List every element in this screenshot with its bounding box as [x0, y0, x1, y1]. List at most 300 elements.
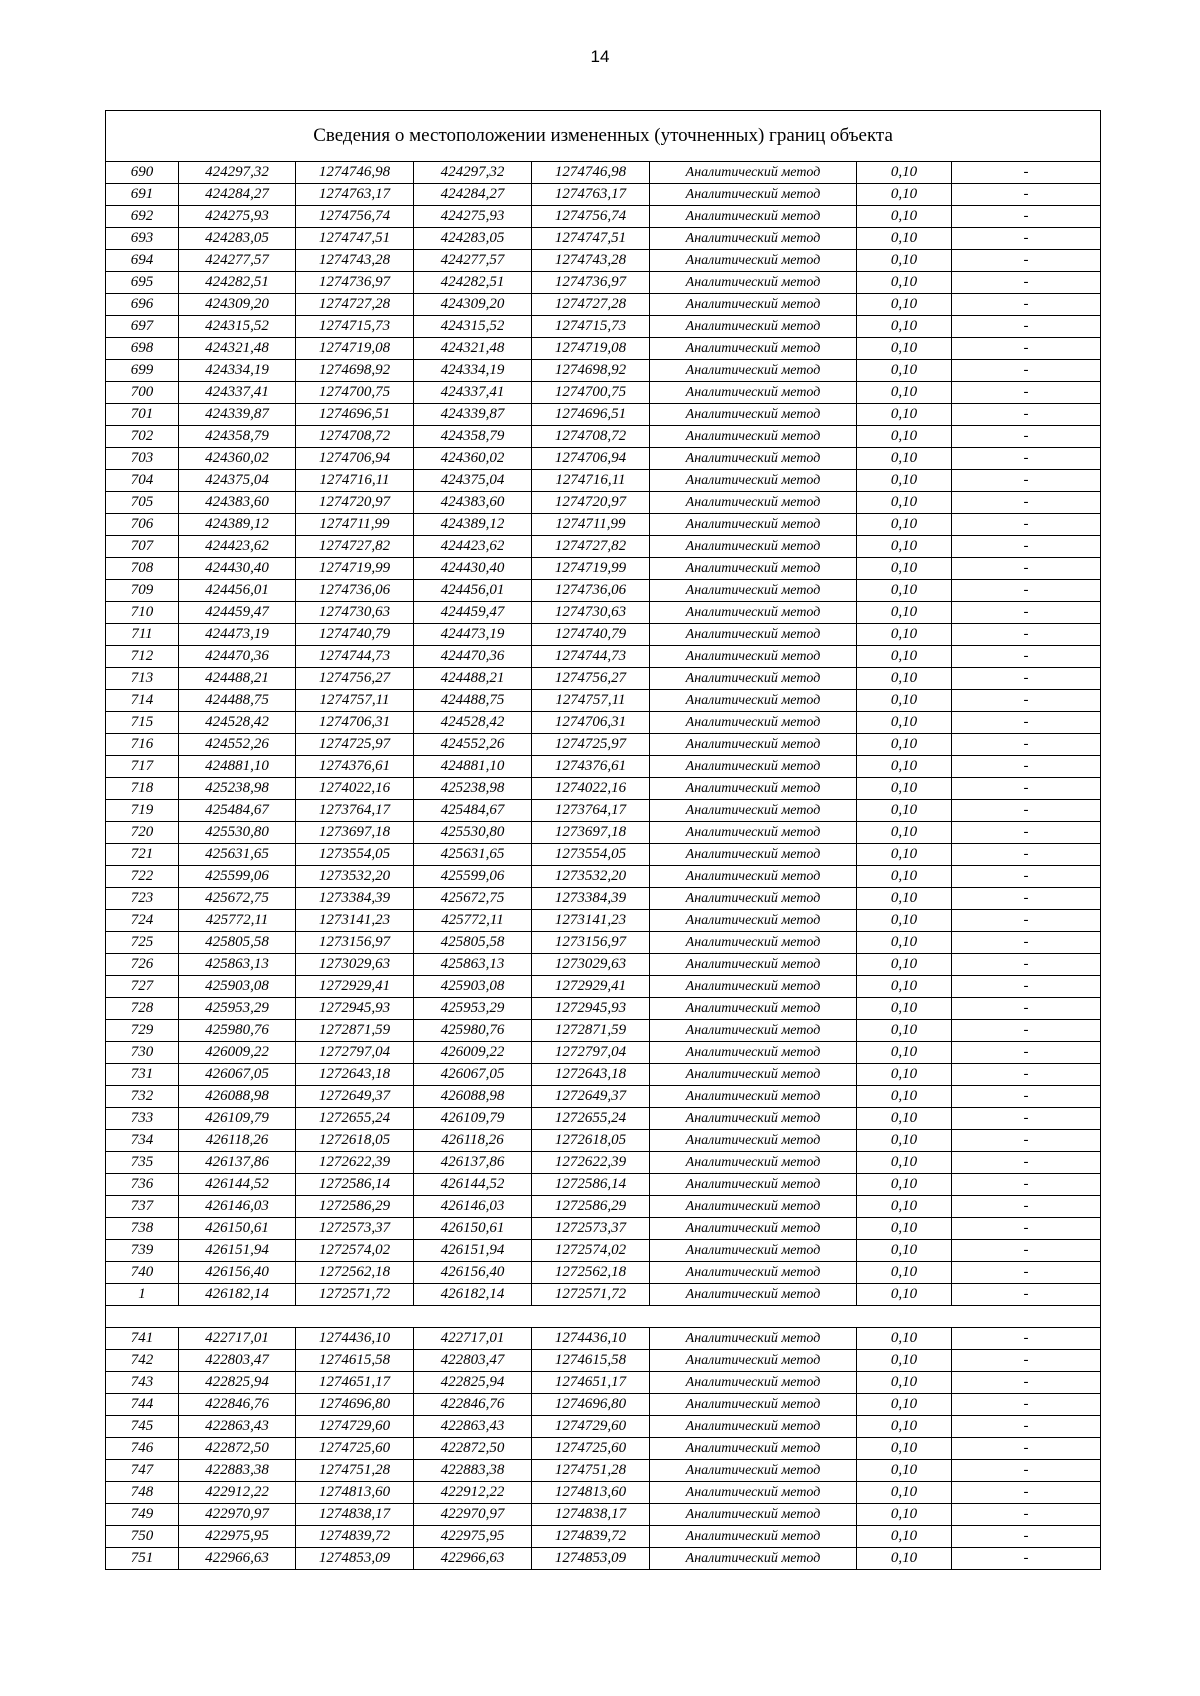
table-row	[106, 888, 1101, 910]
cell-y-old: 1273554,05	[296, 844, 414, 866]
table-row	[106, 932, 1101, 954]
cell-y-old: 1274730,63	[296, 602, 414, 624]
cell-accuracy: 0,10	[857, 360, 952, 382]
cell-accuracy: 0,10	[857, 404, 952, 426]
cell-method: Аналитический метод	[650, 1262, 857, 1284]
cell-x-new: 422803,47	[414, 1350, 532, 1372]
cell-method: Аналитический метод	[650, 800, 857, 822]
cell-method: Аналитический метод	[650, 888, 857, 910]
cell-x-new: 422825,94	[414, 1372, 532, 1394]
cell-y-old: 1274757,11	[296, 690, 414, 712]
cell-x-old: 425953,29	[179, 998, 296, 1020]
cell-point-number: 706	[106, 514, 179, 536]
cell-x-new: 424360,02	[414, 448, 532, 470]
cell-method: Аналитический метод	[650, 206, 857, 228]
cell-point-number: 700	[106, 382, 179, 404]
cell-accuracy: 0,10	[857, 932, 952, 954]
cell-x-old: 424277,57	[179, 250, 296, 272]
cell-point-number: 746	[106, 1438, 179, 1460]
cell-x-new: 426144,52	[414, 1174, 532, 1196]
cell-note: -	[952, 1086, 1101, 1108]
cell-note: -	[952, 1064, 1101, 1086]
cell-accuracy: 0,10	[857, 998, 952, 1020]
table-row	[106, 1262, 1101, 1284]
cell-accuracy: 0,10	[857, 778, 952, 800]
cell-y-old: 1274813,60	[296, 1482, 414, 1504]
cell-y-new: 1274725,60	[532, 1438, 650, 1460]
cell-accuracy: 0,10	[857, 470, 952, 492]
cell-y-old: 1274696,51	[296, 404, 414, 426]
cell-y-new: 1274727,82	[532, 536, 650, 558]
cell-y-old: 1274756,74	[296, 206, 414, 228]
cell-point-number: 736	[106, 1174, 179, 1196]
cell-x-old: 424488,21	[179, 668, 296, 690]
cell-accuracy: 0,10	[857, 1482, 952, 1504]
cell-method: Аналитический метод	[650, 1482, 857, 1504]
table-row	[106, 646, 1101, 668]
table-row	[106, 756, 1101, 778]
cell-y-new: 1274720,97	[532, 492, 650, 514]
cell-accuracy: 0,10	[857, 1152, 952, 1174]
cell-note: -	[952, 932, 1101, 954]
cell-y-old: 1272562,18	[296, 1262, 414, 1284]
cell-y-old: 1274727,82	[296, 536, 414, 558]
cell-y-old: 1274853,09	[296, 1548, 414, 1570]
cell-accuracy: 0,10	[857, 1438, 952, 1460]
cell-x-old: 426109,79	[179, 1108, 296, 1130]
cell-method: Аналитический метод	[650, 1460, 857, 1482]
cell-x-old: 424881,10	[179, 756, 296, 778]
cell-point-number: 750	[106, 1526, 179, 1548]
cell-y-new: 1274651,17	[532, 1372, 650, 1394]
cell-y-new: 1274706,31	[532, 712, 650, 734]
cell-method: Аналитический метод	[650, 712, 857, 734]
cell-accuracy: 0,10	[857, 1218, 952, 1240]
cell-accuracy: 0,10	[857, 1548, 952, 1570]
table-row	[106, 668, 1101, 690]
cell-x-old: 422846,76	[179, 1394, 296, 1416]
cell-x-old: 424321,48	[179, 338, 296, 360]
cell-method: Аналитический метод	[650, 404, 857, 426]
cell-y-new: 1273141,23	[532, 910, 650, 932]
cell-point-number: 698	[106, 338, 179, 360]
cell-method: Аналитический метод	[650, 1086, 857, 1108]
cell-x-old: 426182,14	[179, 1284, 296, 1306]
cell-point-number: 731	[106, 1064, 179, 1086]
cell-y-new: 1274757,11	[532, 690, 650, 712]
cell-y-new: 1274696,51	[532, 404, 650, 426]
cell-accuracy: 0,10	[857, 580, 952, 602]
cell-x-new: 424552,26	[414, 734, 532, 756]
cell-x-old: 424315,52	[179, 316, 296, 338]
cell-note: -	[952, 206, 1101, 228]
cell-method: Аналитический метод	[650, 272, 857, 294]
cell-method: Аналитический метод	[650, 514, 857, 536]
cell-note: -	[952, 294, 1101, 316]
cell-point-number: 741	[106, 1328, 179, 1350]
cell-x-old: 424430,40	[179, 558, 296, 580]
cell-y-new: 1274727,28	[532, 294, 650, 316]
cell-y-new: 1274746,98	[532, 162, 650, 184]
cell-y-new: 1272573,37	[532, 1218, 650, 1240]
cell-y-old: 1274743,28	[296, 250, 414, 272]
cell-y-old: 1274700,75	[296, 382, 414, 404]
table-row	[106, 690, 1101, 712]
cell-x-new: 425631,65	[414, 844, 532, 866]
cell-note: -	[952, 448, 1101, 470]
cell-y-new: 1274756,74	[532, 206, 650, 228]
cell-y-old: 1274740,79	[296, 624, 414, 646]
table-row	[106, 1372, 1101, 1394]
cell-x-new: 424375,04	[414, 470, 532, 492]
cell-accuracy: 0,10	[857, 844, 952, 866]
cell-x-old: 424297,32	[179, 162, 296, 184]
cell-x-old: 424383,60	[179, 492, 296, 514]
cell-y-old: 1272622,39	[296, 1152, 414, 1174]
cell-y-old: 1274436,10	[296, 1328, 414, 1350]
cell-y-new: 1273384,39	[532, 888, 650, 910]
cell-method: Аналитический метод	[650, 734, 857, 756]
cell-point-number: 697	[106, 316, 179, 338]
page-number: 14	[590, 47, 610, 66]
cell-point-number: 727	[106, 976, 179, 998]
cell-method: Аналитический метод	[650, 1504, 857, 1526]
table-row	[106, 1196, 1101, 1218]
cell-method: Аналитический метод	[650, 426, 857, 448]
cell-method: Аналитический метод	[650, 1240, 857, 1262]
cell-method: Аналитический метод	[650, 1218, 857, 1240]
cell-x-new: 422717,01	[414, 1328, 532, 1350]
cell-accuracy: 0,10	[857, 1174, 952, 1196]
cell-x-new: 422966,63	[414, 1548, 532, 1570]
cell-note: -	[952, 1262, 1101, 1284]
cell-y-old: 1272655,24	[296, 1108, 414, 1130]
cell-y-old: 1272618,05	[296, 1130, 414, 1152]
cell-accuracy: 0,10	[857, 1086, 952, 1108]
cell-point-number: 743	[106, 1372, 179, 1394]
cell-note: -	[952, 1284, 1101, 1306]
cell-x-old: 422803,47	[179, 1350, 296, 1372]
cell-y-old: 1273156,97	[296, 932, 414, 954]
cell-note: -	[952, 800, 1101, 822]
cell-y-new: 1274696,80	[532, 1394, 650, 1416]
cell-y-new: 1274743,28	[532, 250, 650, 272]
cell-x-new: 426156,40	[414, 1262, 532, 1284]
table-row	[106, 1394, 1101, 1416]
cell-method: Аналитический метод	[650, 976, 857, 998]
cell-note: -	[952, 1152, 1101, 1174]
cell-y-new: 1272945,93	[532, 998, 650, 1020]
cell-x-old: 426150,61	[179, 1218, 296, 1240]
cell-y-old: 1274725,60	[296, 1438, 414, 1460]
cell-accuracy: 0,10	[857, 228, 952, 250]
cell-point-number: 724	[106, 910, 179, 932]
cell-x-new: 424459,47	[414, 602, 532, 624]
cell-y-old: 1274706,31	[296, 712, 414, 734]
cell-y-old: 1274719,08	[296, 338, 414, 360]
cell-y-new: 1274736,06	[532, 580, 650, 602]
cell-point-number: 694	[106, 250, 179, 272]
cell-x-old: 425238,98	[179, 778, 296, 800]
cell-y-new: 1274022,16	[532, 778, 650, 800]
cell-x-old: 425599,06	[179, 866, 296, 888]
cell-method: Аналитический метод	[650, 360, 857, 382]
cell-y-new: 1274736,97	[532, 272, 650, 294]
cell-y-new: 1274698,92	[532, 360, 650, 382]
cell-y-old: 1274744,73	[296, 646, 414, 668]
cell-note: -	[952, 272, 1101, 294]
cell-x-old: 426156,40	[179, 1262, 296, 1284]
cell-method: Аналитический метод	[650, 1284, 857, 1306]
cell-point-number: 690	[106, 162, 179, 184]
cell-y-old: 1273029,63	[296, 954, 414, 976]
cell-note: -	[952, 602, 1101, 624]
cell-accuracy: 0,10	[857, 756, 952, 778]
cell-note: -	[952, 470, 1101, 492]
cell-accuracy: 0,10	[857, 316, 952, 338]
cell-y-new: 1274719,99	[532, 558, 650, 580]
cell-point-number: 713	[106, 668, 179, 690]
cell-y-new: 1274839,72	[532, 1526, 650, 1548]
cell-method: Аналитический метод	[650, 1174, 857, 1196]
cell-y-old: 1272586,29	[296, 1196, 414, 1218]
table-row	[106, 360, 1101, 382]
cell-note: -	[952, 492, 1101, 514]
cell-method: Аналитический метод	[650, 1394, 857, 1416]
cell-x-new: 425863,13	[414, 954, 532, 976]
table-row	[106, 448, 1101, 470]
table-row	[106, 470, 1101, 492]
cell-y-new: 1273764,17	[532, 800, 650, 822]
cell-x-new: 424488,21	[414, 668, 532, 690]
cell-y-old: 1274751,28	[296, 1460, 414, 1482]
cell-note: -	[952, 382, 1101, 404]
cell-x-new: 425805,58	[414, 932, 532, 954]
cell-y-new: 1274763,17	[532, 184, 650, 206]
cell-x-new: 426150,61	[414, 1218, 532, 1240]
cell-method: Аналитический метод	[650, 1548, 857, 1570]
cell-point-number: 717	[106, 756, 179, 778]
cell-x-old: 422966,63	[179, 1548, 296, 1570]
cell-point-number: 696	[106, 294, 179, 316]
cell-x-old: 424334,19	[179, 360, 296, 382]
cell-y-new: 1274708,72	[532, 426, 650, 448]
cell-point-number: 723	[106, 888, 179, 910]
cell-x-new: 424334,19	[414, 360, 532, 382]
cell-method: Аналитический метод	[650, 228, 857, 250]
cell-y-new: 1274700,75	[532, 382, 650, 404]
table-row	[106, 1218, 1101, 1240]
cell-accuracy: 0,10	[857, 426, 952, 448]
cell-accuracy: 0,10	[857, 294, 952, 316]
cell-point-number: 708	[106, 558, 179, 580]
table-row	[106, 866, 1101, 888]
cell-x-old: 426088,98	[179, 1086, 296, 1108]
cell-y-old: 1272573,37	[296, 1218, 414, 1240]
cell-method: Аналитический метод	[650, 1350, 857, 1372]
cell-note: -	[952, 1196, 1101, 1218]
cell-point-number: 745	[106, 1416, 179, 1438]
cell-y-new: 1274716,11	[532, 470, 650, 492]
table-row	[106, 426, 1101, 448]
cell-x-old: 424358,79	[179, 426, 296, 448]
cell-x-old: 422825,94	[179, 1372, 296, 1394]
cell-x-new: 424339,87	[414, 404, 532, 426]
cell-x-new: 426182,14	[414, 1284, 532, 1306]
cell-accuracy: 0,10	[857, 382, 952, 404]
table-row	[106, 536, 1101, 558]
cell-note: -	[952, 1372, 1101, 1394]
cell-method: Аналитический метод	[650, 1064, 857, 1086]
cell-method: Аналитический метод	[650, 1416, 857, 1438]
cell-y-old: 1274838,17	[296, 1504, 414, 1526]
cell-x-old: 424339,87	[179, 404, 296, 426]
table-row	[106, 1438, 1101, 1460]
cell-method: Аналитический метод	[650, 822, 857, 844]
cell-x-old: 424459,47	[179, 602, 296, 624]
cell-method: Аналитический метод	[650, 1526, 857, 1548]
cell-note: -	[952, 712, 1101, 734]
cell-point-number: 737	[106, 1196, 179, 1218]
cell-x-old: 422883,38	[179, 1460, 296, 1482]
table-row	[106, 976, 1101, 998]
cell-point-number: 692	[106, 206, 179, 228]
cell-y-old: 1274716,11	[296, 470, 414, 492]
cell-accuracy: 0,10	[857, 206, 952, 228]
cell-y-old: 1274729,60	[296, 1416, 414, 1438]
table-row	[106, 382, 1101, 404]
cell-method: Аналитический метод	[650, 558, 857, 580]
cell-method: Аналитический метод	[650, 448, 857, 470]
cell-y-old: 1273532,20	[296, 866, 414, 888]
cell-point-number: 704	[106, 470, 179, 492]
cell-note: -	[952, 1548, 1101, 1570]
cell-x-old: 426146,03	[179, 1196, 296, 1218]
boundary-coordinates-table	[105, 110, 1101, 1570]
cell-x-new: 425953,29	[414, 998, 532, 1020]
cell-x-new: 424283,05	[414, 228, 532, 250]
cell-accuracy: 0,10	[857, 1526, 952, 1548]
cell-accuracy: 0,10	[857, 602, 952, 624]
cell-note: -	[952, 976, 1101, 998]
cell-x-new: 422846,76	[414, 1394, 532, 1416]
cell-y-new: 1272586,29	[532, 1196, 650, 1218]
cell-y-new: 1272574,02	[532, 1240, 650, 1262]
cell-y-old: 1274715,73	[296, 316, 414, 338]
cell-y-new: 1274436,10	[532, 1328, 650, 1350]
cell-x-new: 425772,11	[414, 910, 532, 932]
cell-y-old: 1272797,04	[296, 1042, 414, 1064]
cell-x-new: 426067,05	[414, 1064, 532, 1086]
cell-method: Аналитический метод	[650, 932, 857, 954]
table-row	[106, 272, 1101, 294]
cell-accuracy: 0,10	[857, 822, 952, 844]
cell-y-old: 1272643,18	[296, 1064, 414, 1086]
cell-x-old: 425772,11	[179, 910, 296, 932]
cell-y-new: 1272871,59	[532, 1020, 650, 1042]
table-caption: Сведения о местоположении измененных (уточненных) границ объекта	[106, 111, 1101, 162]
cell-y-new: 1274711,99	[532, 514, 650, 536]
cell-y-old: 1274706,94	[296, 448, 414, 470]
cell-method: Аналитический метод	[650, 470, 857, 492]
cell-point-number: 709	[106, 580, 179, 602]
cell-y-new: 1272655,24	[532, 1108, 650, 1130]
cell-y-old: 1274022,16	[296, 778, 414, 800]
table-row	[106, 1240, 1101, 1262]
table-row	[106, 514, 1101, 536]
cell-method: Аналитический метод	[650, 492, 857, 514]
cell-accuracy: 0,10	[857, 1064, 952, 1086]
cell-point-number: 728	[106, 998, 179, 1020]
table-row	[106, 778, 1101, 800]
cell-x-old: 425980,76	[179, 1020, 296, 1042]
cell-method: Аналитический метод	[650, 316, 857, 338]
cell-note: -	[952, 1240, 1101, 1262]
cell-method: Аналитический метод	[650, 338, 857, 360]
cell-x-new: 424315,52	[414, 316, 532, 338]
cell-point-number: 701	[106, 404, 179, 426]
cell-accuracy: 0,10	[857, 338, 952, 360]
cell-x-old: 422872,50	[179, 1438, 296, 1460]
cell-point-number: 747	[106, 1460, 179, 1482]
cell-note: -	[952, 1108, 1101, 1130]
cell-x-old: 425805,58	[179, 932, 296, 954]
cell-x-new: 424470,36	[414, 646, 532, 668]
table-row	[106, 338, 1101, 360]
cell-y-new: 1274719,08	[532, 338, 650, 360]
cell-method: Аналитический метод	[650, 756, 857, 778]
cell-x-old: 425672,75	[179, 888, 296, 910]
cell-x-old: 422975,95	[179, 1526, 296, 1548]
cell-y-old: 1274376,61	[296, 756, 414, 778]
cell-point-number: 707	[106, 536, 179, 558]
cell-y-new: 1274725,97	[532, 734, 650, 756]
cell-y-old: 1274727,28	[296, 294, 414, 316]
table-row	[106, 1350, 1101, 1372]
cell-point-number: 751	[106, 1548, 179, 1570]
cell-x-new: 426088,98	[414, 1086, 532, 1108]
cell-point-number: 744	[106, 1394, 179, 1416]
cell-point-number: 720	[106, 822, 179, 844]
cell-note: -	[952, 822, 1101, 844]
cell-accuracy: 0,10	[857, 1262, 952, 1284]
cell-accuracy: 0,10	[857, 624, 952, 646]
cell-accuracy: 0,10	[857, 1108, 952, 1130]
cell-point-number: 732	[106, 1086, 179, 1108]
cell-y-old: 1274747,51	[296, 228, 414, 250]
table-row	[106, 294, 1101, 316]
cell-accuracy: 0,10	[857, 1240, 952, 1262]
cell-x-old: 424283,05	[179, 228, 296, 250]
table-row	[106, 822, 1101, 844]
cell-y-new: 1272586,14	[532, 1174, 650, 1196]
cell-accuracy: 0,10	[857, 536, 952, 558]
cell-y-old: 1274746,98	[296, 162, 414, 184]
cell-y-old: 1272574,02	[296, 1240, 414, 1262]
cell-note: -	[952, 1174, 1101, 1196]
cell-x-old: 424284,27	[179, 184, 296, 206]
cell-x-new: 425672,75	[414, 888, 532, 910]
cell-x-old: 424488,75	[179, 690, 296, 712]
cell-accuracy: 0,10	[857, 162, 952, 184]
cell-y-old: 1274708,72	[296, 426, 414, 448]
cell-y-old: 1274725,97	[296, 734, 414, 756]
cell-note: -	[952, 1218, 1101, 1240]
cell-y-new: 1274744,73	[532, 646, 650, 668]
cell-method: Аналитический метод	[650, 294, 857, 316]
cell-x-old: 424375,04	[179, 470, 296, 492]
table-row	[106, 602, 1101, 624]
